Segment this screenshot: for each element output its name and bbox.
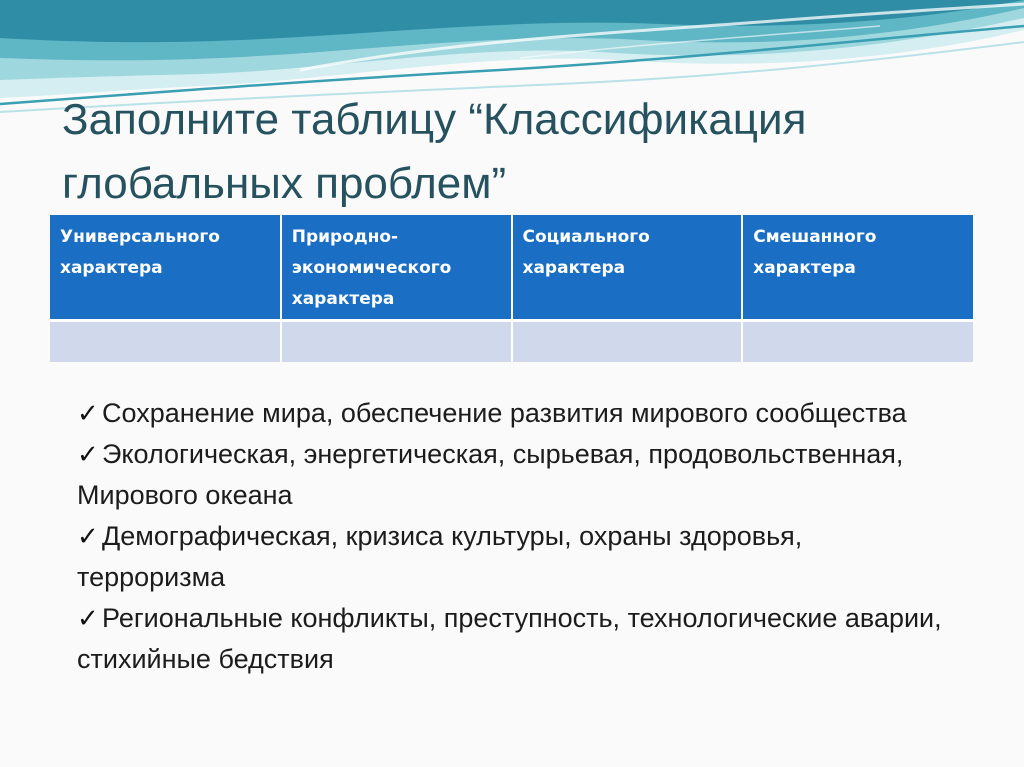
table-cell-natural-economic: [281, 321, 512, 362]
list-item-text: Сохранение мира, обеспечение развития мирового сообщества: [102, 398, 907, 428]
table-cell-mixed: [742, 321, 973, 362]
slide-title-line-2: глобальных проблем”: [62, 159, 507, 208]
header-natural-economic: Природно-экономического характера: [281, 215, 512, 321]
slide-title-line-1: Заполните таблицу “Классификация: [62, 95, 807, 144]
table-header-row: [50, 215, 973, 321]
list-item-text: Региональные конфликты, преступность, технологические аварии, стихийные бедствия: [77, 603, 942, 674]
checkmark-icon: ✓: [77, 439, 99, 469]
checkmark-icon: ✓: [77, 398, 99, 428]
header-universal: Универсального характера: [50, 215, 281, 321]
table-cell-social: [512, 321, 743, 362]
list-item: [77, 434, 957, 516]
table-row: [50, 321, 973, 362]
list-item-text: Экологическая, энергетическая, сырьевая, продовольственная, Мирового океана: [77, 439, 904, 510]
classification-table: [50, 215, 973, 362]
slide-title: [62, 88, 962, 216]
checkmark-icon: ✓: [77, 521, 99, 551]
header-mixed: Смешанного характера: [742, 215, 973, 321]
list-item: [77, 516, 957, 598]
table-cell-universal: [50, 321, 281, 362]
list-item: [77, 598, 957, 680]
list-item: [77, 393, 957, 434]
list-item-text: Демографическая, кризиса культуры, охраны здоровья, терроризма: [77, 521, 803, 592]
header-social: Социального характера: [512, 215, 743, 321]
answer-list: [77, 393, 957, 680]
checkmark-icon: ✓: [77, 603, 99, 633]
